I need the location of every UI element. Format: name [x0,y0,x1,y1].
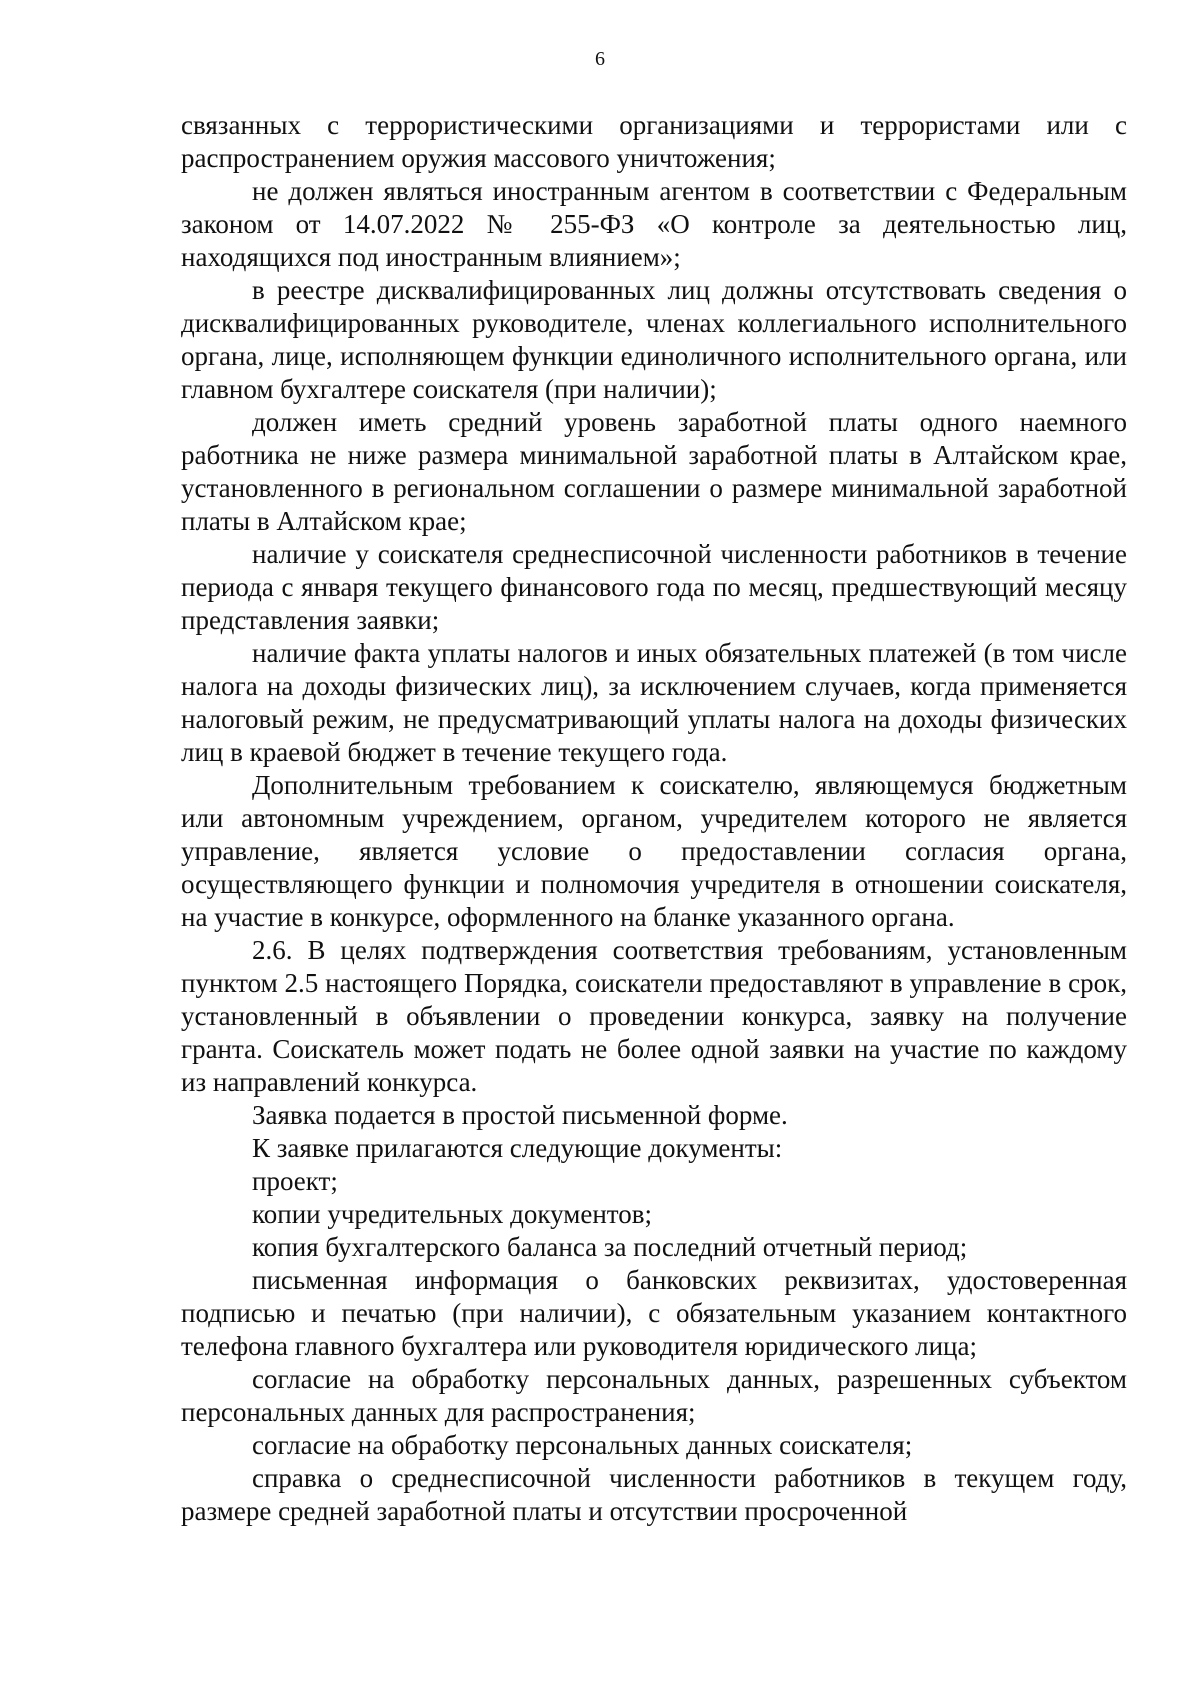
list-item-project: проект; [252,1166,338,1196]
paragraph-foreign-agent: не должен являться иностранным агентом в соответствии с Федеральным законом от 14.07.2022 № 255-ФЗ «О контроле за деятельностью лиц, находящихся под иностранным влиянием»; [181,176,1127,272]
list-item-bank-details: письменная информация о банковских реквизитах, удостоверенная подписью и печатью (при наличии), с обязательным указанием контактного телефона главного бухгалтера или руководителя юридического лица; [181,1265,1127,1361]
page-number: 6 [595,48,605,70]
paragraph-additional-requirement: Дополнительным требованием к соискателю, являющемуся бюджетным или автономным учреждением, органом, учредителем которого не является управление, является условие о предоставлении согласия органа, осуществляющего функции и полномочия учредителя в отношении соискателя, на участие в конкурсе, оформленного на бланке указанного органа. [181,770,1127,932]
paragraph-attached-documents: К заявке прилагаются следующие документы: [252,1133,783,1163]
paragraph-disqualified-registry: в реестре дисквалифицированных лиц должны отсутствовать сведения о дисквалифицированных руководителе, членах коллегиального исполнительного органа, лице, исполняющем функции единоличного исполнительного органа, или главном бухгалтере соискателя (при наличии); [181,275,1127,404]
list-item-balance-sheet: копия бухгалтерского баланса за последний отчетный период; [252,1232,968,1262]
paragraph-application-form: Заявка подается в простой письменной форме. [252,1100,788,1130]
paragraph-headcount: наличие у соискателя среднесписочной численности работников в течение периода с января текущего финансового года по месяц, предшествующий месяцу представления заявки; [181,539,1127,635]
list-item-consent-processing: согласие на обработку персональных данных соискателя; [252,1430,913,1460]
paragraph-continuation: связанных с террористическими организациями и террористами или с распространением оружия массового уничтожения; [181,110,1127,173]
paragraph-section-2-6: 2.6. В целях подтверждения соответствия требованиям, установленным пунктом 2.5 настоящего Порядка, соискатели предоставляют в управление в срок, установленный в объявлении о проведении конкурса, заявку на получение гранта. Соискатель может подать не более одной заявки на участие по каждому из направлений конкурса. [181,935,1127,1097]
list-item-consent-distribution: согласие на обработку персональных данных, разрешенных субъектом персональных данных для распространения; [181,1364,1127,1427]
paragraph-tax-payment: наличие факта уплаты налогов и иных обязательных платежей (в том числе налога на доходы физических лиц), за исключением случаев, когда применяется налоговый режим, не предусматривающий уплаты налога на доходы физических лиц в краевой бюджет в течение текущего года. [181,638,1127,767]
list-item-headcount-certificate: справка о среднесписочной численности работников в текущем году, размере средней заработной платы и отсутствии просроченной [181,1463,1127,1526]
list-item-founding-documents: копии учредительных документов; [252,1199,652,1229]
paragraph-average-salary: должен иметь средний уровень заработной платы одного наемного работника не ниже размера минимальной заработной платы в Алтайском крае, установленного в региональном соглашении о размере минимальной заработной платы в Алтайском крае; [181,407,1127,536]
document-body [181,109,1127,1528]
